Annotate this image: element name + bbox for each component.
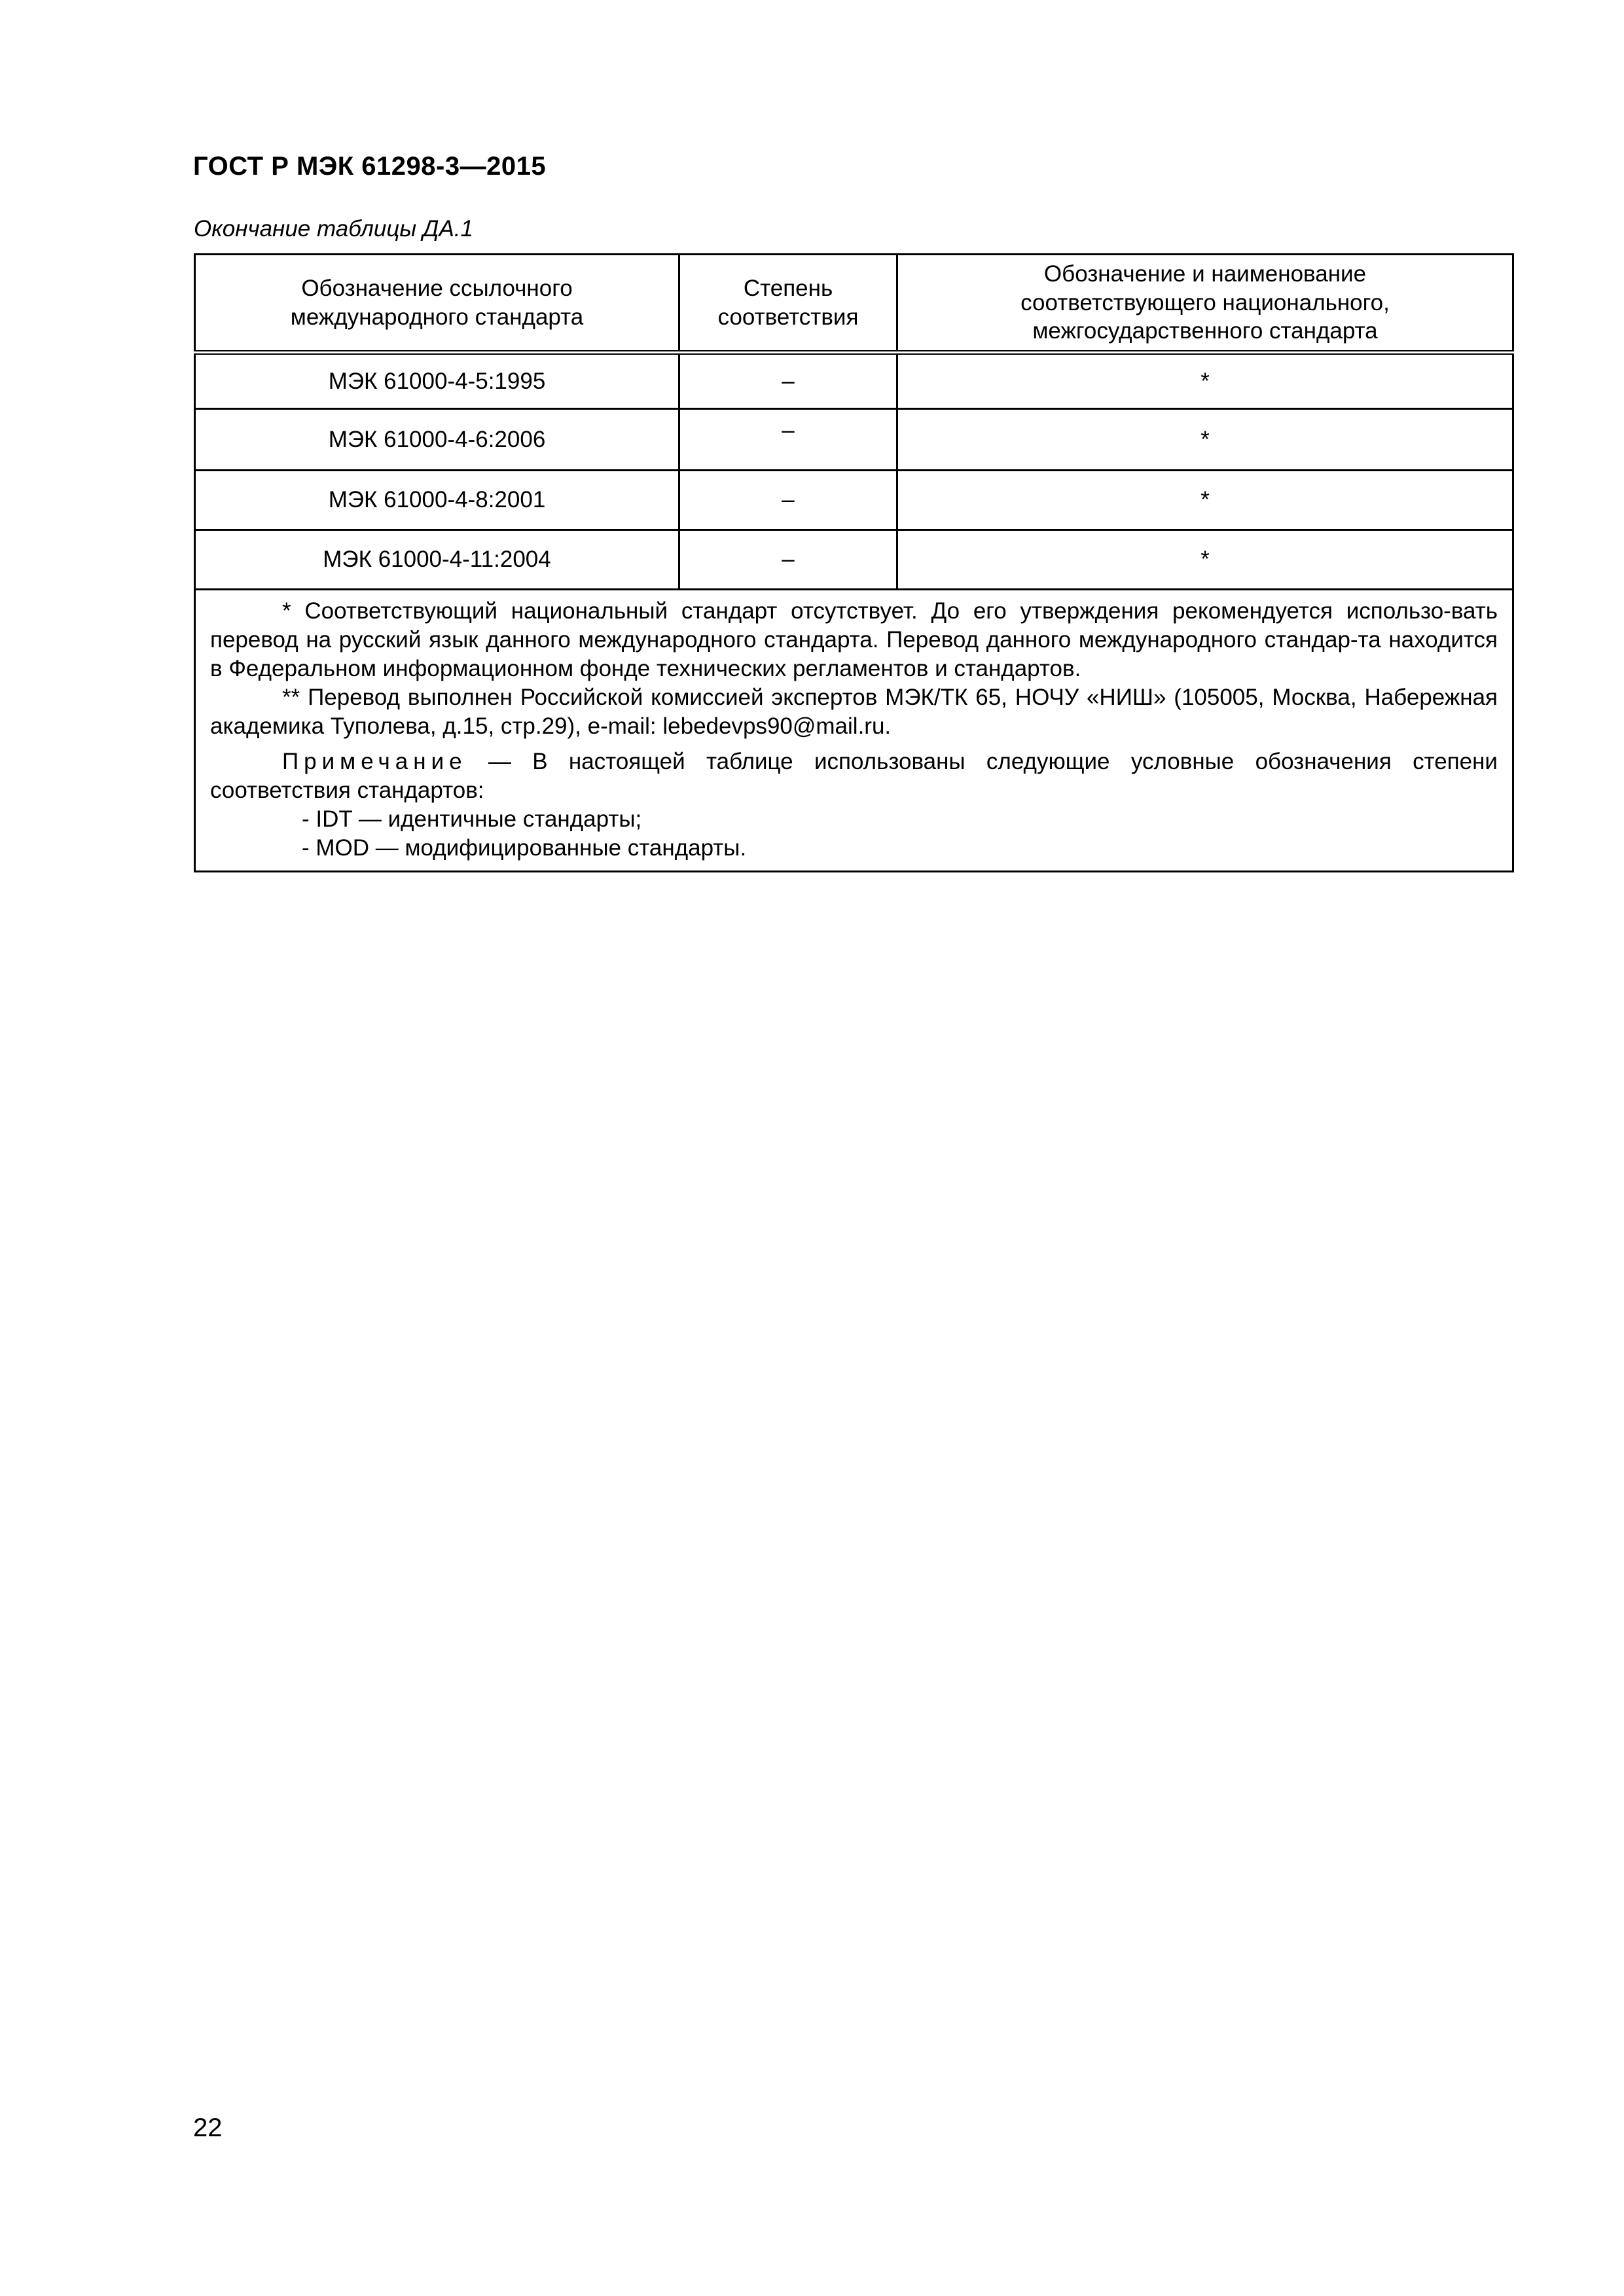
column-header-degree [679,255,897,353]
cell-degree: – [679,353,897,409]
column-header-international-standard [195,255,679,353]
page-number: 22 [193,2113,223,2142]
table-row [195,409,1513,471]
reference-standards-table [194,253,1514,872]
cell-national: * [897,530,1513,590]
cell-degree: – [679,409,897,471]
table-row [195,353,1513,409]
cell-standard: МЭК 61000-4-6:2006 [195,409,679,471]
note-list-item: - IDT — идентичные стандарты; [302,806,642,832]
table-row [195,471,1513,530]
column-header-national-standard [897,255,1513,353]
cell-standard: МЭК 61000-4-11:2004 [195,530,679,590]
table-note [210,747,1498,805]
cell-degree: – [679,530,897,590]
table-row [195,530,1513,590]
note-list-item: - MOD — модифицированные стандарты. [302,835,747,861]
note-text: — В настоящей таблице использованы следующие условные обозначения степени соответствия стандартов: [210,749,1498,803]
cell-degree: – [679,471,897,530]
footnote-single-asterisk: * Соответствующий национальный стандарт отсутствует. До его утверждения рекомендуется использо-вать перевод на русский язык данного международного стандарта. Перевод данного международного стандар-та находится в Федеральном информационном фонде технических регламентов и стандартов. [210,598,1498,681]
cell-national: * [897,409,1513,471]
cell-standard: МЭК 61000-4-8:2001 [195,471,679,530]
column-header-label: Обозначение и наименование соответствующего национального, межгосударственного стандарта [1020,260,1390,344]
column-header-label: Степень соответствия [717,275,859,330]
document-code-header: ГОСТ Р МЭК 61298-3—2015 [193,152,547,181]
table-header-row [195,255,1513,353]
cell-national: * [897,353,1513,409]
column-header-label: Обозначение ссылочного международного стандарта [290,275,584,330]
table-notes-row [195,590,1513,872]
footnote-double-asterisk: ** Перевод выполнен Российской комиссией экспертов МЭК/ТК 65, НОЧУ «НИШ» (105005, Москва, Набережная академика Туполева, д.15, стр.29), e-mail: lebedevps90@mail.ru. [210,685,1498,739]
cell-standard: МЭК 61000-4-5:1995 [195,353,679,409]
note-label: Примечание [282,749,467,774]
table-notes-cell [195,590,1513,872]
table-caption: Окончание таблицы ДА.1 [194,216,473,242]
cell-national: * [897,471,1513,530]
